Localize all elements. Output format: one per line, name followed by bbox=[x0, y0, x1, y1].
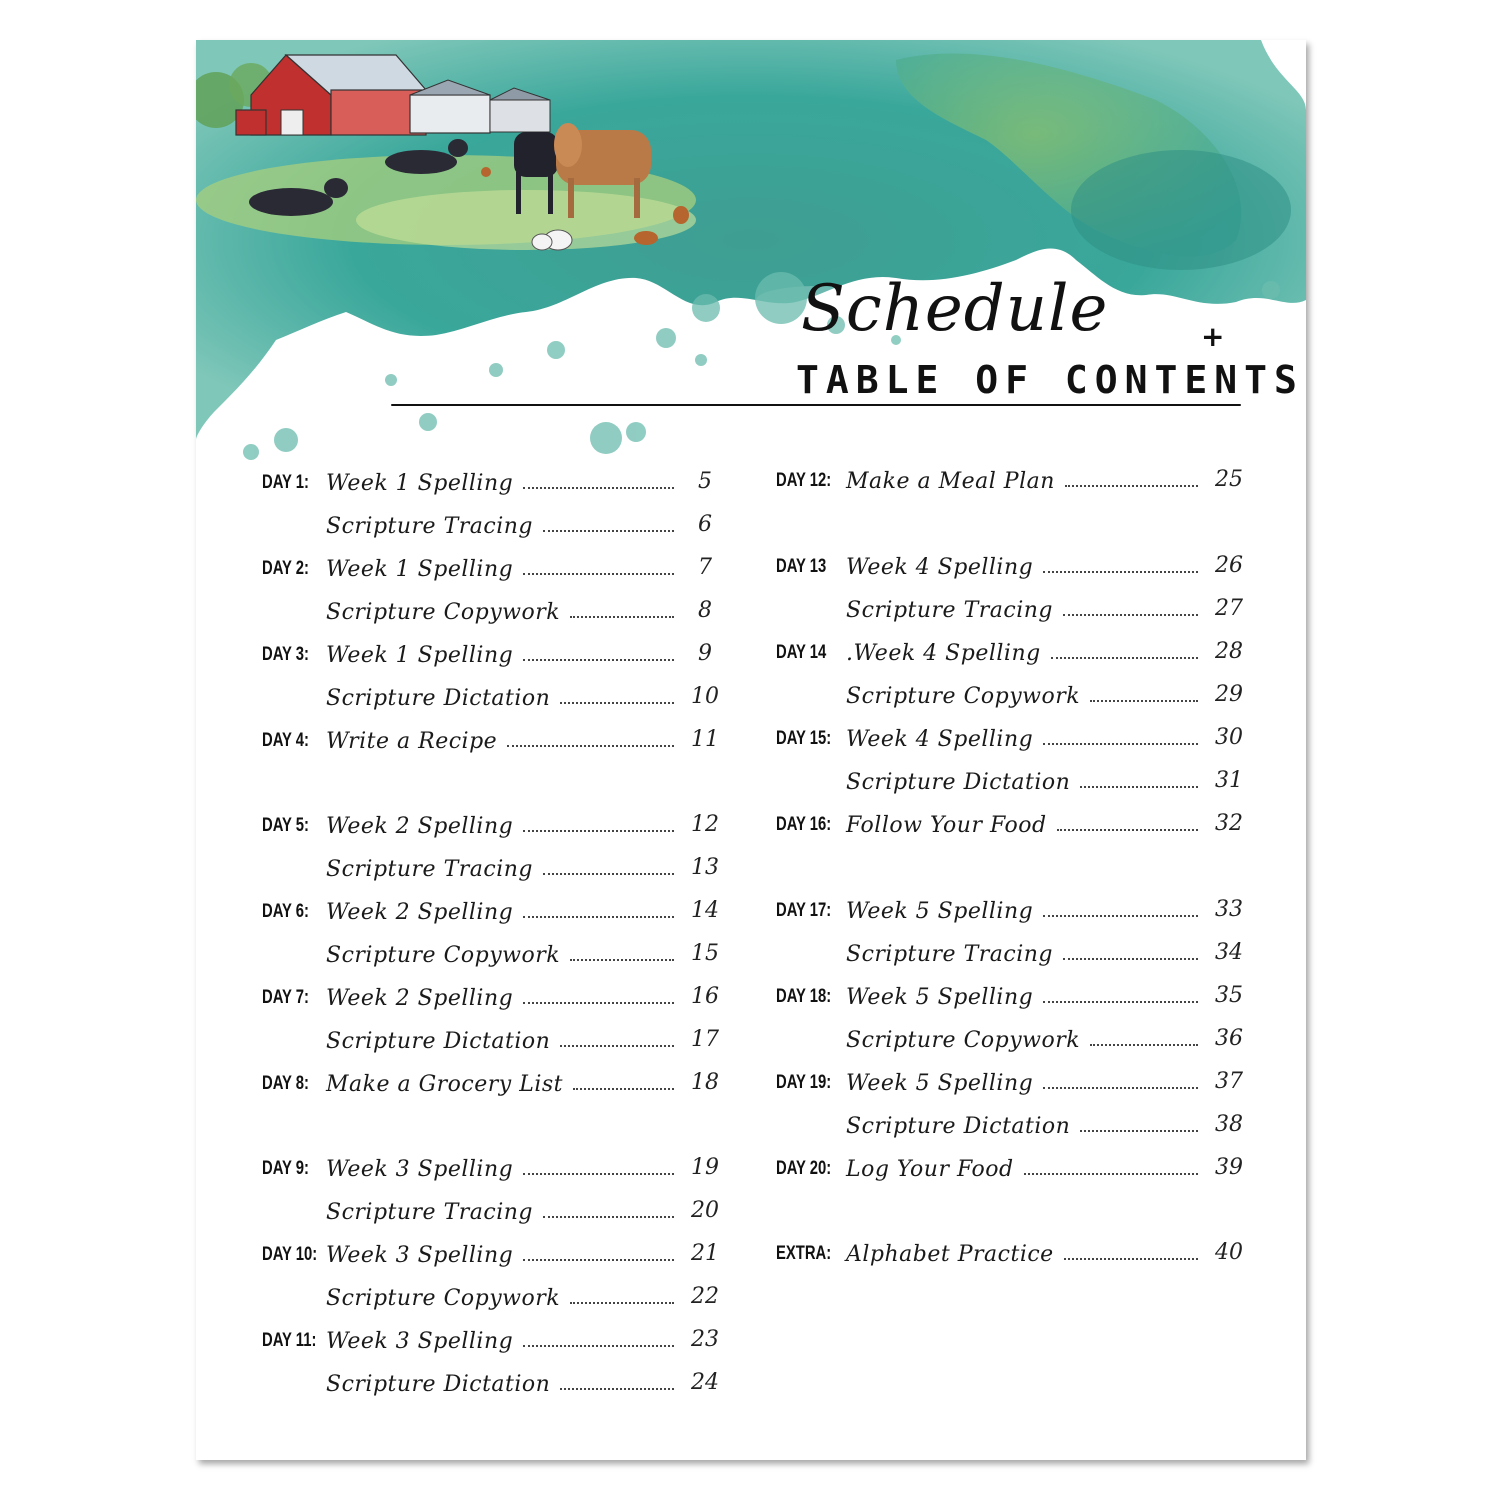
page-number: 13 bbox=[691, 855, 719, 880]
dot-leader bbox=[1080, 786, 1198, 788]
day-label: DAY 9: bbox=[262, 1158, 309, 1179]
entry-title: Scripture Tracing bbox=[326, 514, 533, 539]
dot-leader bbox=[573, 1088, 674, 1090]
dot-leader bbox=[570, 959, 674, 961]
entry-title: Week 2 Spelling bbox=[326, 814, 514, 839]
entry-title: Write a Recipe bbox=[326, 729, 498, 754]
toc-entry-row bbox=[262, 1277, 732, 1313]
day-label: DAY 15: bbox=[776, 728, 832, 749]
day-label: DAY 2: bbox=[262, 558, 309, 579]
dot-leader bbox=[1024, 1173, 1198, 1175]
toc-entry-row bbox=[776, 1062, 1266, 1098]
toc-entry-row bbox=[262, 720, 732, 756]
toc-entry-row bbox=[776, 632, 1266, 668]
dot-leader bbox=[1051, 657, 1198, 659]
toc-entry-row bbox=[262, 1148, 732, 1184]
entry-title: Scripture Dictation bbox=[846, 770, 1071, 795]
page-number: 16 bbox=[691, 984, 719, 1009]
toc-entry-row bbox=[262, 677, 732, 713]
entry-title: Week 1 Spelling bbox=[326, 557, 514, 582]
entry-title: Week 2 Spelling bbox=[326, 900, 514, 925]
dot-leader bbox=[1090, 1044, 1198, 1046]
toc-entry-row bbox=[262, 591, 732, 627]
dot-leader bbox=[560, 702, 674, 704]
toc-entry-row bbox=[776, 761, 1266, 797]
toc-entry-row bbox=[262, 891, 732, 927]
dot-leader bbox=[1043, 915, 1198, 917]
day-label: DAY 7: bbox=[262, 987, 309, 1008]
dot-leader bbox=[1090, 700, 1198, 702]
dot-leader bbox=[1065, 485, 1198, 487]
page-number: 31 bbox=[1215, 768, 1243, 793]
dot-leader bbox=[560, 1388, 674, 1390]
page-number: 24 bbox=[691, 1370, 719, 1395]
toc-entry-row bbox=[776, 1148, 1266, 1184]
dot-leader bbox=[543, 530, 674, 532]
dot-leader bbox=[1043, 1087, 1198, 1089]
toc-entry-row bbox=[776, 804, 1266, 840]
page-number: 12 bbox=[691, 812, 719, 837]
entry-title: Week 3 Spelling bbox=[326, 1329, 514, 1354]
day-label: DAY 4: bbox=[262, 730, 309, 751]
toc-entry-row bbox=[776, 675, 1266, 711]
entry-title: Week 1 Spelling bbox=[326, 643, 514, 668]
entry-title: Scripture Dictation bbox=[326, 686, 551, 711]
entry-title: Make a Grocery List bbox=[326, 1072, 563, 1097]
page-number: 37 bbox=[1215, 1069, 1243, 1094]
page-number: 23 bbox=[691, 1327, 719, 1352]
page-number: 10 bbox=[691, 684, 719, 709]
dot-leader bbox=[1043, 571, 1198, 573]
toc-entry-row bbox=[262, 462, 732, 498]
dot-leader bbox=[560, 1045, 674, 1047]
dot-leader bbox=[543, 873, 674, 875]
toc-entry-row bbox=[262, 634, 732, 670]
page-number: 36 bbox=[1215, 1026, 1243, 1051]
entry-title: Scripture Tracing bbox=[326, 857, 533, 882]
toc-entry-row bbox=[262, 1234, 732, 1270]
toc-entry-row bbox=[262, 1191, 732, 1227]
toc-entry-row bbox=[776, 718, 1266, 754]
entry-title: Week 5 Spelling bbox=[846, 899, 1034, 924]
page-number: 19 bbox=[691, 1155, 719, 1180]
dot-leader bbox=[523, 1345, 674, 1347]
entry-title: Week 4 Spelling bbox=[846, 555, 1034, 580]
entry-title: Scripture Dictation bbox=[846, 1114, 1071, 1139]
toc-entry-row bbox=[262, 848, 732, 884]
day-label: DAY 19: bbox=[776, 1072, 832, 1093]
dot-leader bbox=[1063, 958, 1198, 960]
entry-title: Scripture Tracing bbox=[326, 1200, 533, 1225]
entry-title: Week 2 Spelling bbox=[326, 986, 514, 1011]
toc-entry-row bbox=[262, 1363, 732, 1399]
day-label: DAY 5: bbox=[262, 815, 309, 836]
dot-leader bbox=[543, 1216, 674, 1218]
dot-leader bbox=[1043, 1001, 1198, 1003]
toc-entry-row bbox=[262, 1063, 732, 1099]
toc-entry-row bbox=[262, 548, 732, 584]
day-label: DAY 12: bbox=[776, 470, 832, 491]
toc-entry-row bbox=[262, 934, 732, 970]
title-plus: + bbox=[1201, 320, 1225, 353]
dot-leader bbox=[523, 1259, 674, 1261]
title-script: Schedule bbox=[801, 272, 1109, 346]
toc-entry-row bbox=[776, 1105, 1266, 1141]
page-number: 14 bbox=[691, 898, 719, 923]
day-label: DAY 16: bbox=[776, 814, 832, 835]
dot-leader bbox=[1064, 1258, 1198, 1260]
page-number: 9 bbox=[698, 641, 712, 666]
page-number: 6 bbox=[698, 512, 712, 537]
entry-title: Week 4 Spelling bbox=[846, 727, 1034, 752]
page-number: 8 bbox=[698, 598, 712, 623]
toc-entry-row bbox=[776, 933, 1266, 969]
day-label: DAY 13 bbox=[776, 556, 827, 577]
workbook-page bbox=[196, 40, 1306, 1460]
entry-title: Scripture Copywork bbox=[326, 943, 561, 968]
toc-left-column bbox=[262, 40, 732, 1460]
toc-entry-row bbox=[262, 505, 732, 541]
toc-right-column bbox=[776, 40, 1266, 1460]
entry-title: Log Your Food bbox=[846, 1157, 1014, 1182]
toc-entry-row bbox=[776, 1233, 1266, 1269]
day-label: DAY 3: bbox=[262, 644, 309, 665]
dot-leader bbox=[1057, 829, 1198, 831]
day-label: DAY 6: bbox=[262, 901, 309, 922]
entry-title: Week 5 Spelling bbox=[846, 985, 1034, 1010]
day-label: DAY 11: bbox=[262, 1330, 317, 1351]
day-label: DAY 20: bbox=[776, 1158, 832, 1179]
dot-leader bbox=[523, 830, 674, 832]
entry-title: Week 1 Spelling bbox=[326, 471, 514, 496]
page-number: 38 bbox=[1215, 1112, 1243, 1137]
page-number: 26 bbox=[1215, 553, 1243, 578]
dot-leader bbox=[570, 1302, 674, 1304]
entry-title: Alphabet Practice bbox=[846, 1242, 1054, 1267]
toc-entry-row bbox=[262, 1020, 732, 1056]
day-label: DAY 1: bbox=[262, 472, 309, 493]
dot-leader bbox=[523, 1173, 674, 1175]
page-number: 21 bbox=[691, 1241, 719, 1266]
page-number: 15 bbox=[691, 941, 719, 966]
dot-leader bbox=[523, 1002, 674, 1004]
entry-title: Scripture Dictation bbox=[326, 1029, 551, 1054]
dot-leader bbox=[1043, 743, 1198, 745]
page-number: 25 bbox=[1215, 467, 1243, 492]
day-label: DAY 14 bbox=[776, 642, 827, 663]
entry-title: Make a Meal Plan bbox=[846, 469, 1055, 494]
entry-title: Week 3 Spelling bbox=[326, 1243, 514, 1268]
entry-title: Week 3 Spelling bbox=[326, 1157, 514, 1182]
page-number: 17 bbox=[691, 1027, 719, 1052]
toc-entry-row bbox=[776, 1019, 1266, 1055]
title-block: TABLE OF CONTENTS bbox=[796, 358, 1304, 402]
day-label: DAY 8: bbox=[262, 1073, 309, 1094]
toc-entry-row bbox=[776, 589, 1266, 625]
page-number: 7 bbox=[698, 555, 712, 580]
page-number: 40 bbox=[1215, 1240, 1243, 1265]
entry-title: Scripture Copywork bbox=[326, 1286, 561, 1311]
page-number: 34 bbox=[1215, 940, 1243, 965]
toc-entry-row bbox=[262, 805, 732, 841]
entry-title: Scripture Copywork bbox=[846, 684, 1081, 709]
page-number: 29 bbox=[1215, 682, 1243, 707]
page-number: 22 bbox=[691, 1284, 719, 1309]
dot-leader bbox=[523, 487, 674, 489]
entry-title: Scripture Copywork bbox=[846, 1028, 1081, 1053]
toc-entry-row bbox=[776, 460, 1266, 496]
page-number: 20 bbox=[691, 1198, 719, 1223]
page-number: 30 bbox=[1215, 725, 1243, 750]
page-number: 11 bbox=[691, 727, 719, 752]
entry-title: Week 5 Spelling bbox=[846, 1071, 1034, 1096]
page-number: 32 bbox=[1215, 811, 1243, 836]
dot-leader bbox=[1063, 614, 1198, 616]
toc-entry-row bbox=[262, 1320, 732, 1356]
day-label: DAY 18: bbox=[776, 986, 832, 1007]
entry-title: .Week 4 Spelling bbox=[846, 641, 1041, 666]
entry-title: Follow Your Food bbox=[846, 813, 1047, 838]
dot-leader bbox=[570, 616, 674, 618]
toc-entry-row bbox=[262, 977, 732, 1013]
page-number: 28 bbox=[1215, 639, 1243, 664]
day-label: DAY 10: bbox=[262, 1244, 318, 1265]
entry-title: Scripture Copywork bbox=[326, 600, 561, 625]
dot-leader bbox=[523, 659, 674, 661]
page-number: 18 bbox=[691, 1070, 719, 1095]
toc-entry-row bbox=[776, 890, 1266, 926]
day-label: EXTRA: bbox=[776, 1243, 832, 1264]
dot-leader bbox=[507, 745, 674, 747]
entry-title: Scripture Tracing bbox=[846, 942, 1053, 967]
toc-entry-row bbox=[776, 546, 1266, 582]
entry-title: Scripture Tracing bbox=[846, 598, 1053, 623]
dot-leader bbox=[1080, 1130, 1198, 1132]
page-number: 39 bbox=[1215, 1155, 1243, 1180]
entry-title: Scripture Dictation bbox=[326, 1372, 551, 1397]
page-number: 5 bbox=[698, 469, 712, 494]
dot-leader bbox=[523, 916, 674, 918]
page-number: 27 bbox=[1215, 596, 1243, 621]
page-number: 33 bbox=[1215, 897, 1243, 922]
dot-leader bbox=[523, 573, 674, 575]
day-label: DAY 17: bbox=[776, 900, 832, 921]
toc-entry-row bbox=[776, 976, 1266, 1012]
page-number: 35 bbox=[1215, 983, 1243, 1008]
